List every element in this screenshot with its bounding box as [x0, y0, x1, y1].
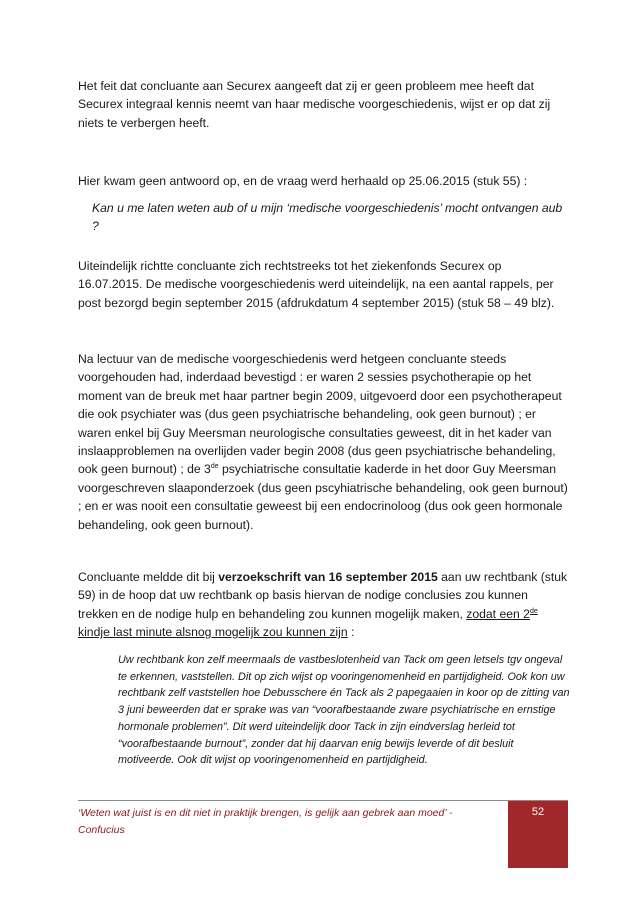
footer-quote: ‘Weten wat juist is en dit niet in praktijk brengen, is gelijk aan gebrek aan moed’ - Confucius	[78, 807, 453, 836]
verzoekschrift-body: aan uw rechtbank (stuk 59) in de hoop dat uw rechtbank op basis hiervan de nodige conclusies zou kunnen trekken en de nodige hulp en behandeling zou kunnen mogelijk maken,	[78, 570, 568, 621]
findings-text-part1: Na lectuur van de medische voorgeschiedenis werd hetgeen concluante steeds voorgehouden had, inderdaad bevestigd : er waren 2 sessies psychotherapie op het moment van de breuk met haar partner begin 2009, uitgevoerd door een psychotherapeut die ook psychiater was (dus geen psychiatrische behandeling, ook geen burnout) ; er waren enkel bij Guy Meersman neurologische consultaties geweest, dit in het kader van inslaapproblemen na overlijden vader begin 2008 (dus geen psychiatrische behandeling, ook geen burnout) ; de 3	[78, 352, 562, 477]
underlined-phrase-part2: kindje last minute alsnog mogelijk zou kunnen zijn	[78, 625, 348, 640]
paragraph-verzoekschrift	[78, 568, 568, 642]
paragraph-ziekenfonds-request: Uiteindelijk richtte concluante zich rechtstreeks tot het ziekenfonds Securex op 16.07.2015. De medische voorgeschiedenis werd uiteindelijk, na een aantal rappels, per post bezorgd begin september 2015 (afdrukdatum 4 september 2015) (stuk 58 – 49 blz).	[78, 259, 555, 310]
ordinal-superscript: de	[210, 463, 219, 471]
verzoekschrift-intro: Concluante meldde dit bij	[78, 570, 219, 584]
cited-blockquote: Uw rechtbank kon zelf meermaals de vastbeslotenheid van Tack om geen letsels tgv ongeval te erkennen, vaststellen. Dit op zich wijst op vooringenomenheid en partijdigheid. Ook kon uw rechtbank zelf vaststellen hoe Debusschere én Tack als 2 papegaaien in koor op de zitting van 3 juni beweerden dat er sprake was van “voorafbestaande zware psychiatrische en ernstige hormonale problemen”. Dit werd uiteindelijk door Tack in zijn eindverslag herleid tot “voorafbestaande burnout”, zonder dat hij daarvan enig bewijs leverde of dit besluit motiveerde. Ook dit wijst op vooringenomenheid en partijdigheid.	[118, 654, 570, 767]
page-number: 52	[531, 806, 545, 818]
paragraph-securex-consent: Het feit dat concluante aan Securex aangeeft dat zij er geen probleem mee heeft dat Securex integraal kennis neemt van haar medische voorgeschiedenis, wijst er op dat zij niets te verbergen heeft.	[78, 79, 551, 130]
paragraph-medical-history-findings	[78, 350, 568, 534]
quoted-email-question: Kan u me laten weten aub of u mijn ‘medische voorgeschiedenis’ mocht ontvangen aub ?	[92, 201, 563, 233]
page-number-box	[508, 801, 568, 868]
findings-text-part2: psychiatrische consultatie kaderde in het door Guy Meersman voorgeschreven slaaponderzoek (dus geen pscyhiatrische behandeling, ook geen burnout) ; en er was nooit een consultatie geweest bij een endocrinoloog (dus ook geen hormonale behandeling, ook geen burnout).	[78, 462, 568, 532]
footer-divider	[78, 800, 568, 801]
underlined-phrase-part1: zodat een 2	[466, 606, 530, 621]
paragraph-question-repeated: Hier kwam geen antwoord op, en de vraag werd herhaald op 25.06.2015 (stuk 55) :	[78, 174, 528, 188]
verzoekschrift-date-bold: verzoekschrift van 16 september 2015	[218, 570, 438, 584]
underlined-ordinal-superscript: de	[529, 607, 538, 615]
verzoekschrift-colon: :	[347, 625, 355, 640]
